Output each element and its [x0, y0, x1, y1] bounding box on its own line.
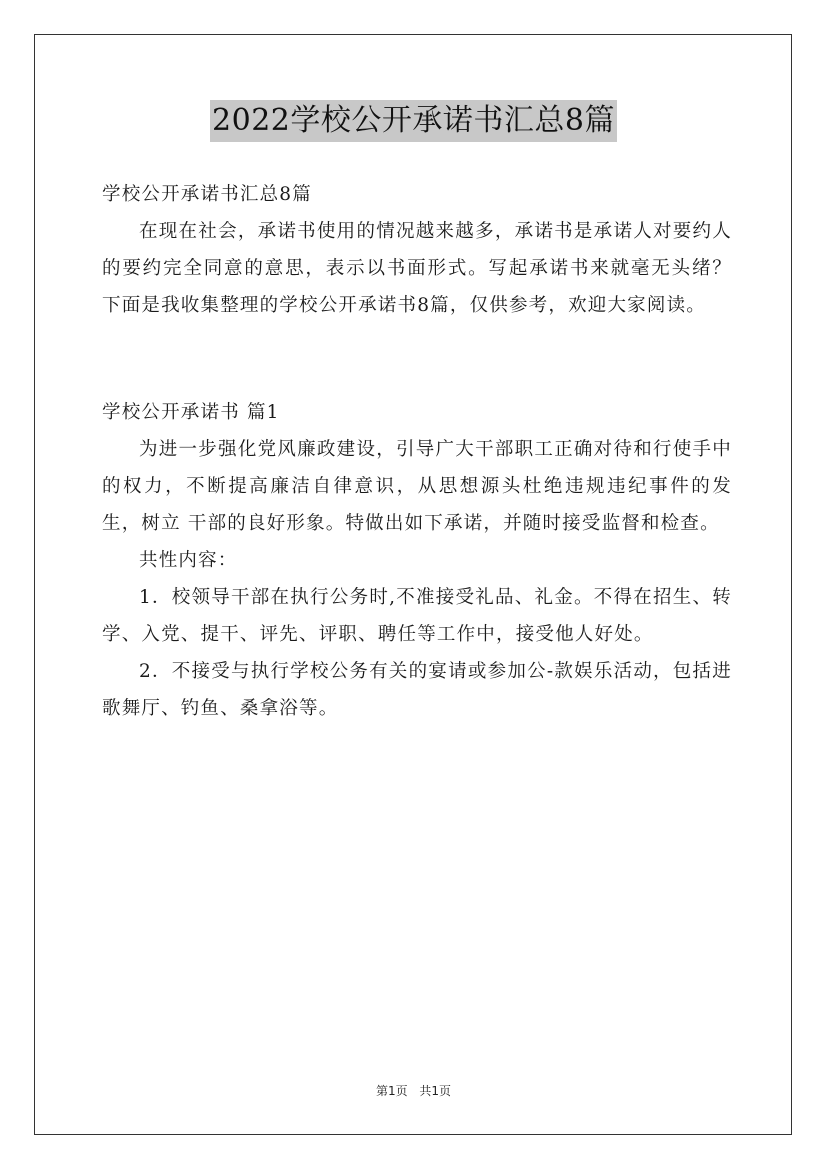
common-content-label: 共性内容：	[139, 550, 238, 571]
intro-paragraph: 在现在社会，承诺书使用的情况越来越多，承诺书是承诺人对要约人的要约完全同意的意思，表示以书面形式。写起承诺书来就毫无头绪？下面是我收集整理的学校公开承诺书8篇，仅供参考，欢迎大家阅读。	[102, 221, 732, 316]
document-title: 2022学校公开承诺书汇总8篇	[210, 100, 617, 142]
page-current: 第1页	[375, 1084, 408, 1098]
section-paragraph: 为进一步强化党风廉政建设，引导广大干部职工正确对待和行使手中的权力，不断提高廉洁自律意识，从思想源头杜绝违规违纪事件的发生，树立 干部的良好形象。特做出如下承诺，并随时接受监督和检查。	[102, 439, 732, 534]
page-footer	[0, 1082, 827, 1099]
title-wrap	[0, 100, 827, 142]
list-item-2: 2．不接受与执行学校公务有关的宴请或参加公-款娱乐活动，包括进歌舞厅、钓鱼、桑拿浴等。	[102, 661, 732, 719]
page-total: 共1页	[419, 1084, 452, 1098]
list-item-1: 1．校领导干部在执行公务时,不准接受礼品、礼金。不得在招生、转学、入党、提干、评先、评职、聘任等工作中，接受他人好处。	[102, 587, 732, 645]
section-heading: 学校公开承诺书 篇1	[102, 402, 280, 423]
document-body	[102, 176, 732, 727]
document-subtitle: 学校公开承诺书汇总8篇	[102, 184, 312, 205]
